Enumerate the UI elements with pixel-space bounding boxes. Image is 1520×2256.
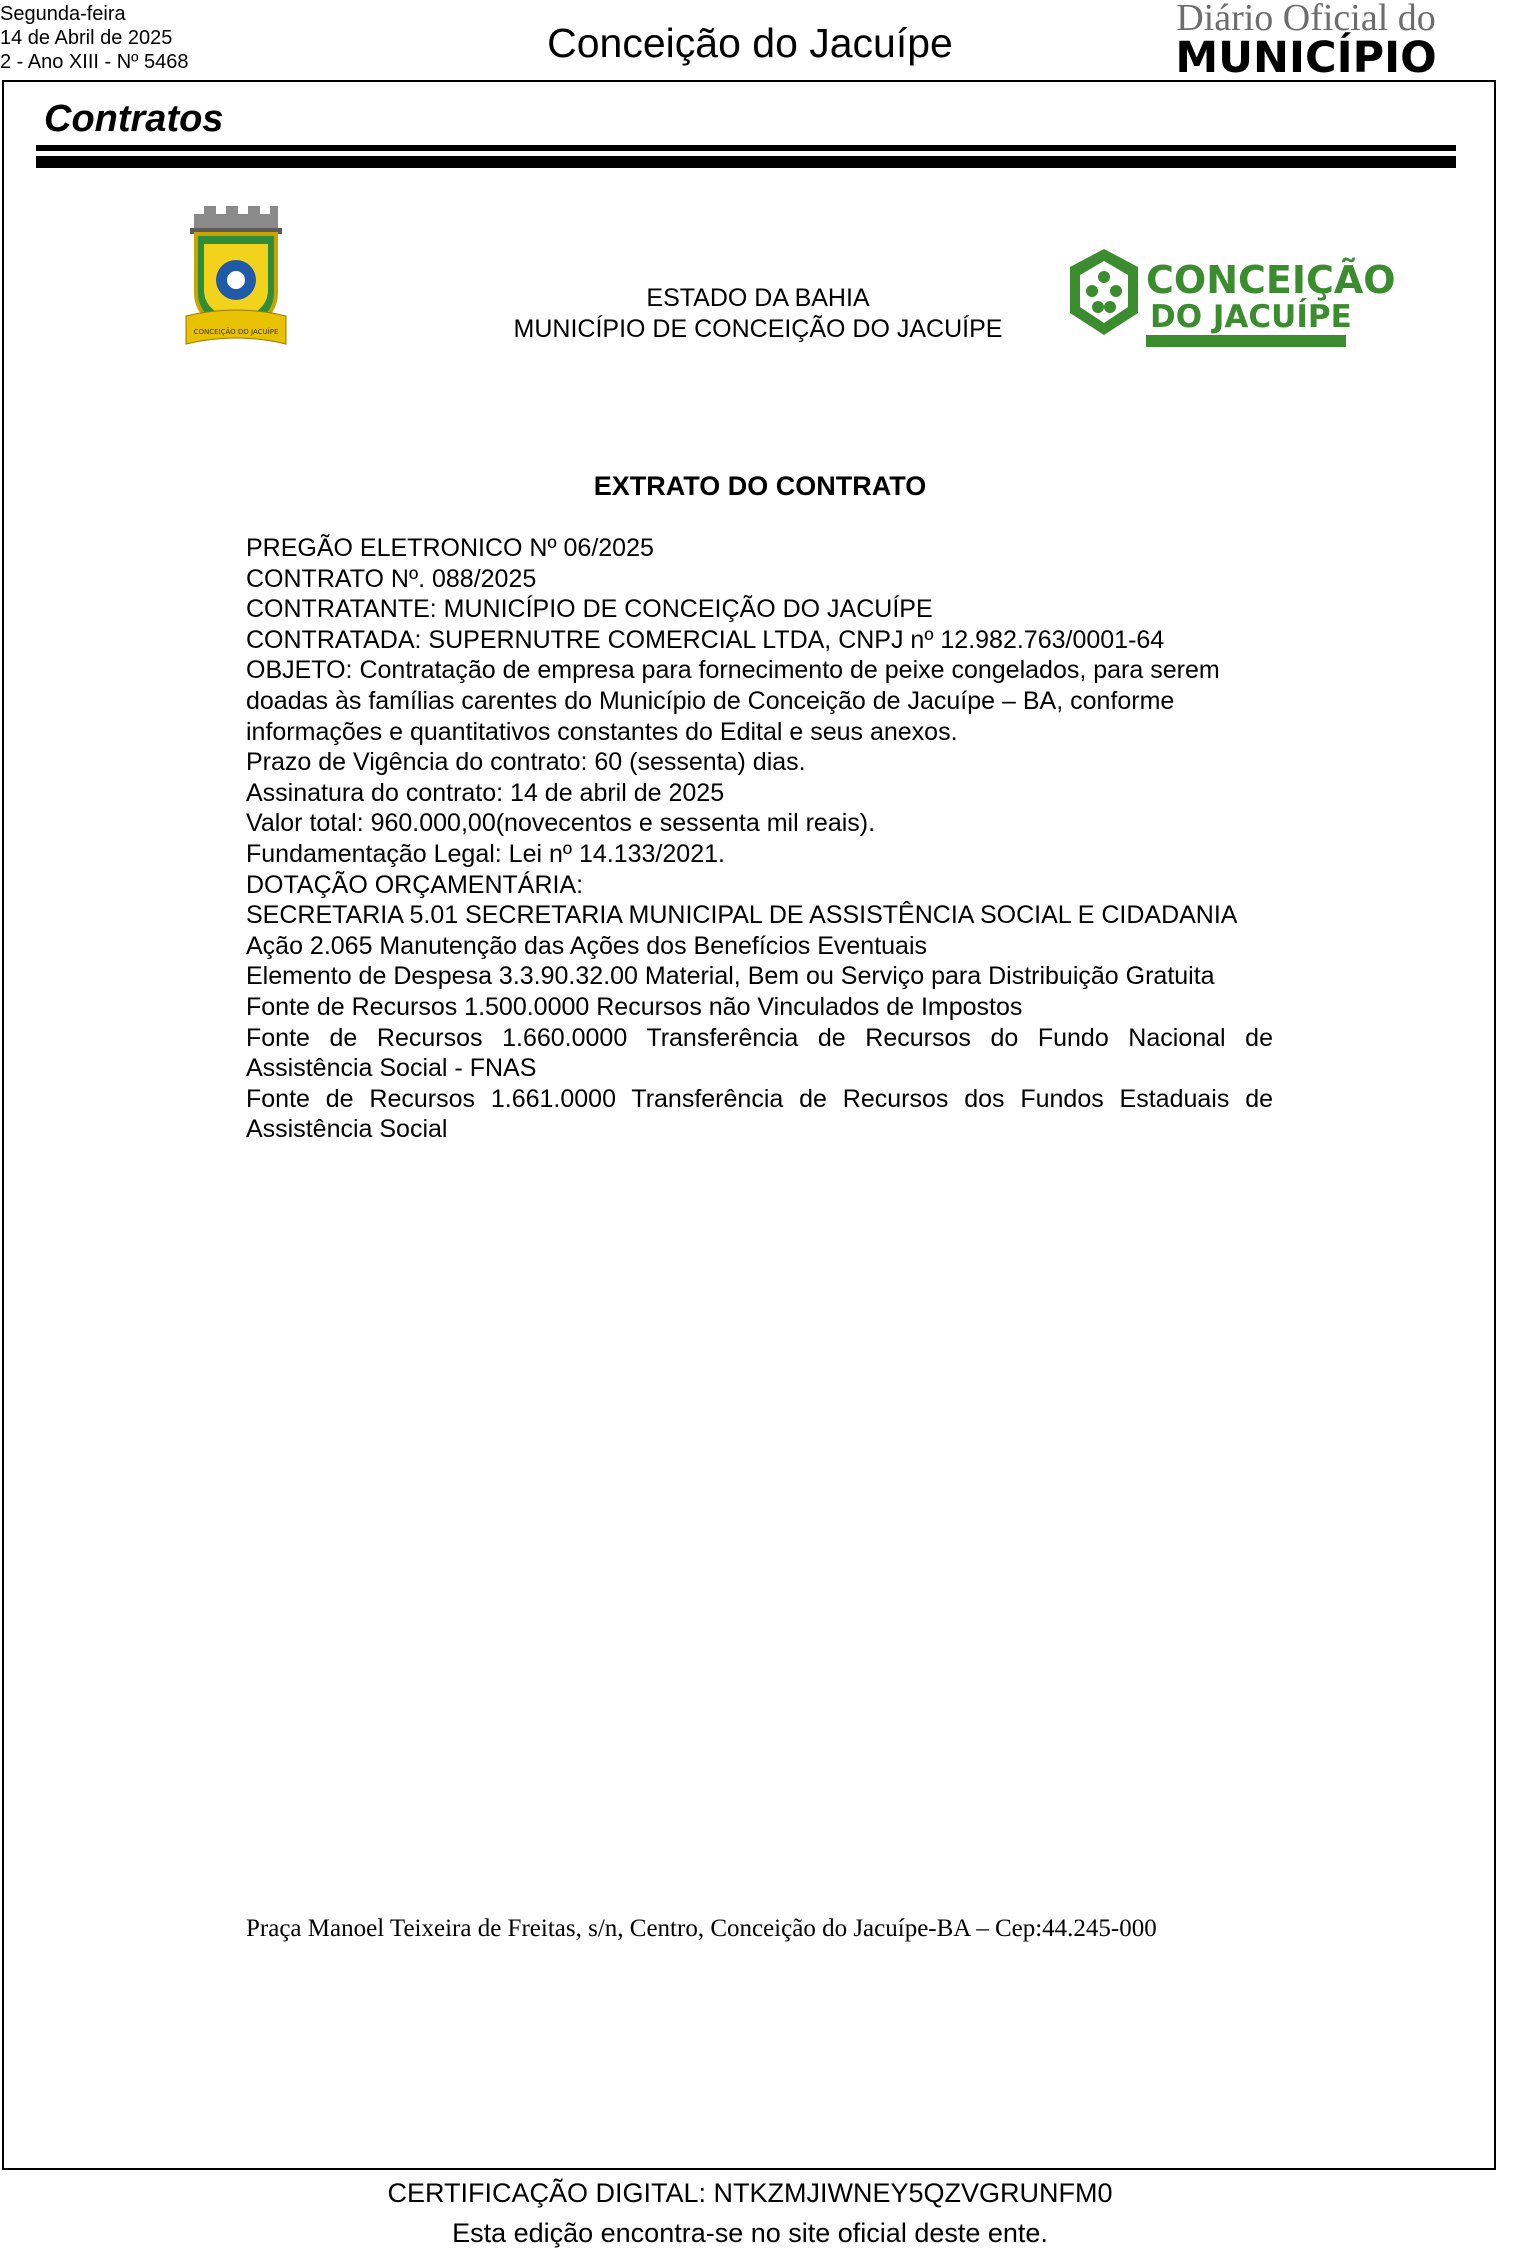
objeto-paragraph: OBJETO: Contratação de empresa para fornecimento de peixe congelados, para serem doadas às famílias carentes do Município de Conceição de Jacuípe – BA, conforme informações e quantitativos constantes do Edital e seus anexos.	[246, 656, 1220, 746]
weekday: Segunda-feira	[0, 3, 126, 25]
assinatura-line: Assinatura do contrato: 14 de abril de 2025	[246, 778, 725, 807]
prazo-line: Prazo de Vigência do contrato: 60 (sessenta) dias.	[246, 748, 806, 777]
masthead-top: Diário Oficial do	[1176, 0, 1436, 39]
contract-body	[246, 533, 1273, 1145]
diario-oficial-logo	[1164, 0, 1448, 83]
municipality-name: MUNICÍPIO DE CONCEIÇÃO DO JACUÍPE	[513, 315, 1003, 343]
contract-number: CONTRATO Nº. 088/2025	[246, 564, 537, 593]
pregao-line: PREGÃO ELETRONICO Nº 06/2025	[246, 534, 654, 562]
digital-certification: CERTIFICAÇÃO DIGITAL: NTKZMJIWNEY5QZVGRUNFM0	[387, 2178, 1113, 2208]
divider-thick	[36, 156, 1456, 168]
fonte-1-line: Fonte de Recursos 1.500.0000 Recursos não Vinculados de Impostos	[246, 992, 1023, 1021]
footer-notice: Esta edição encontra-se no site oficial deste ente.	[452, 2218, 1048, 2248]
letterhead-text	[0, 283, 1516, 345]
city-title: Conceição do Jacuípe	[547, 20, 953, 66]
masthead-bottom: MUNICÍPIO	[1175, 33, 1437, 83]
valor-line: Valor total: 960.000,00(novecentos e sessenta mil reais).	[246, 809, 876, 838]
issue-date: 14 de Abril de 2025	[0, 27, 173, 49]
crest-banner-text: CONCEIÇÃO DO JACUÍPE	[193, 328, 279, 336]
section-title: Contratos	[44, 98, 224, 140]
acao-line: Ação 2.065 Manutenção das Ações dos Benefícios Eventuais	[246, 931, 928, 960]
document-heading: EXTRATO DO CONTRATO	[593, 471, 927, 501]
edition-number: 2 - Ano XIII - Nº 5468	[0, 51, 189, 73]
dotacao-heading: DOTAÇÃO ORÇAMENTÁRIA:	[246, 870, 584, 899]
brand-line-2: DO JACUÍPE	[1150, 299, 1352, 335]
address-line: Praça Manoel Teixeira de Freitas, s/n, Centro, Conceição do Jacuípe-BA – Cep:44.245-000	[246, 1915, 1157, 1942]
contratada-line: CONTRATADA: SUPERNUTRE COMERCIAL LTDA, CNPJ nº 12.982.763/0001-64	[246, 625, 1165, 654]
fonte-2-line: Fonte de Recursos 1.660.0000 Transferência de Recursos do Fundo Nacional de Assistência Social - FNAS	[246, 1023, 1273, 1083]
elemento-line: Elemento de Despesa 3.3.90.32.00 Material, Bem ou Serviço para Distribuição Gratuita	[246, 962, 1215, 991]
secretaria-line: SECRETARIA 5.01 SECRETARIA MUNICIPAL DE ASSISTÊNCIA SOCIAL E CIDADANIA	[246, 901, 1238, 930]
divider-thin	[36, 145, 1456, 151]
fonte-3-line: Fonte de Recursos 1.661.0000 Transferência de Recursos dos Fundos Estaduais de Assistência Social	[246, 1084, 1273, 1144]
contratante-line: CONTRATANTE: MUNICÍPIO DE CONCEIÇÃO DO JACUÍPE	[246, 595, 933, 624]
state-name: ESTADO DA BAHIA	[646, 284, 870, 312]
fundamentacao-line: Fundamentação Legal: Lei nº 14.133/2021.	[246, 839, 725, 868]
brand-line-1: CONCEIÇÃO	[1146, 258, 1396, 302]
